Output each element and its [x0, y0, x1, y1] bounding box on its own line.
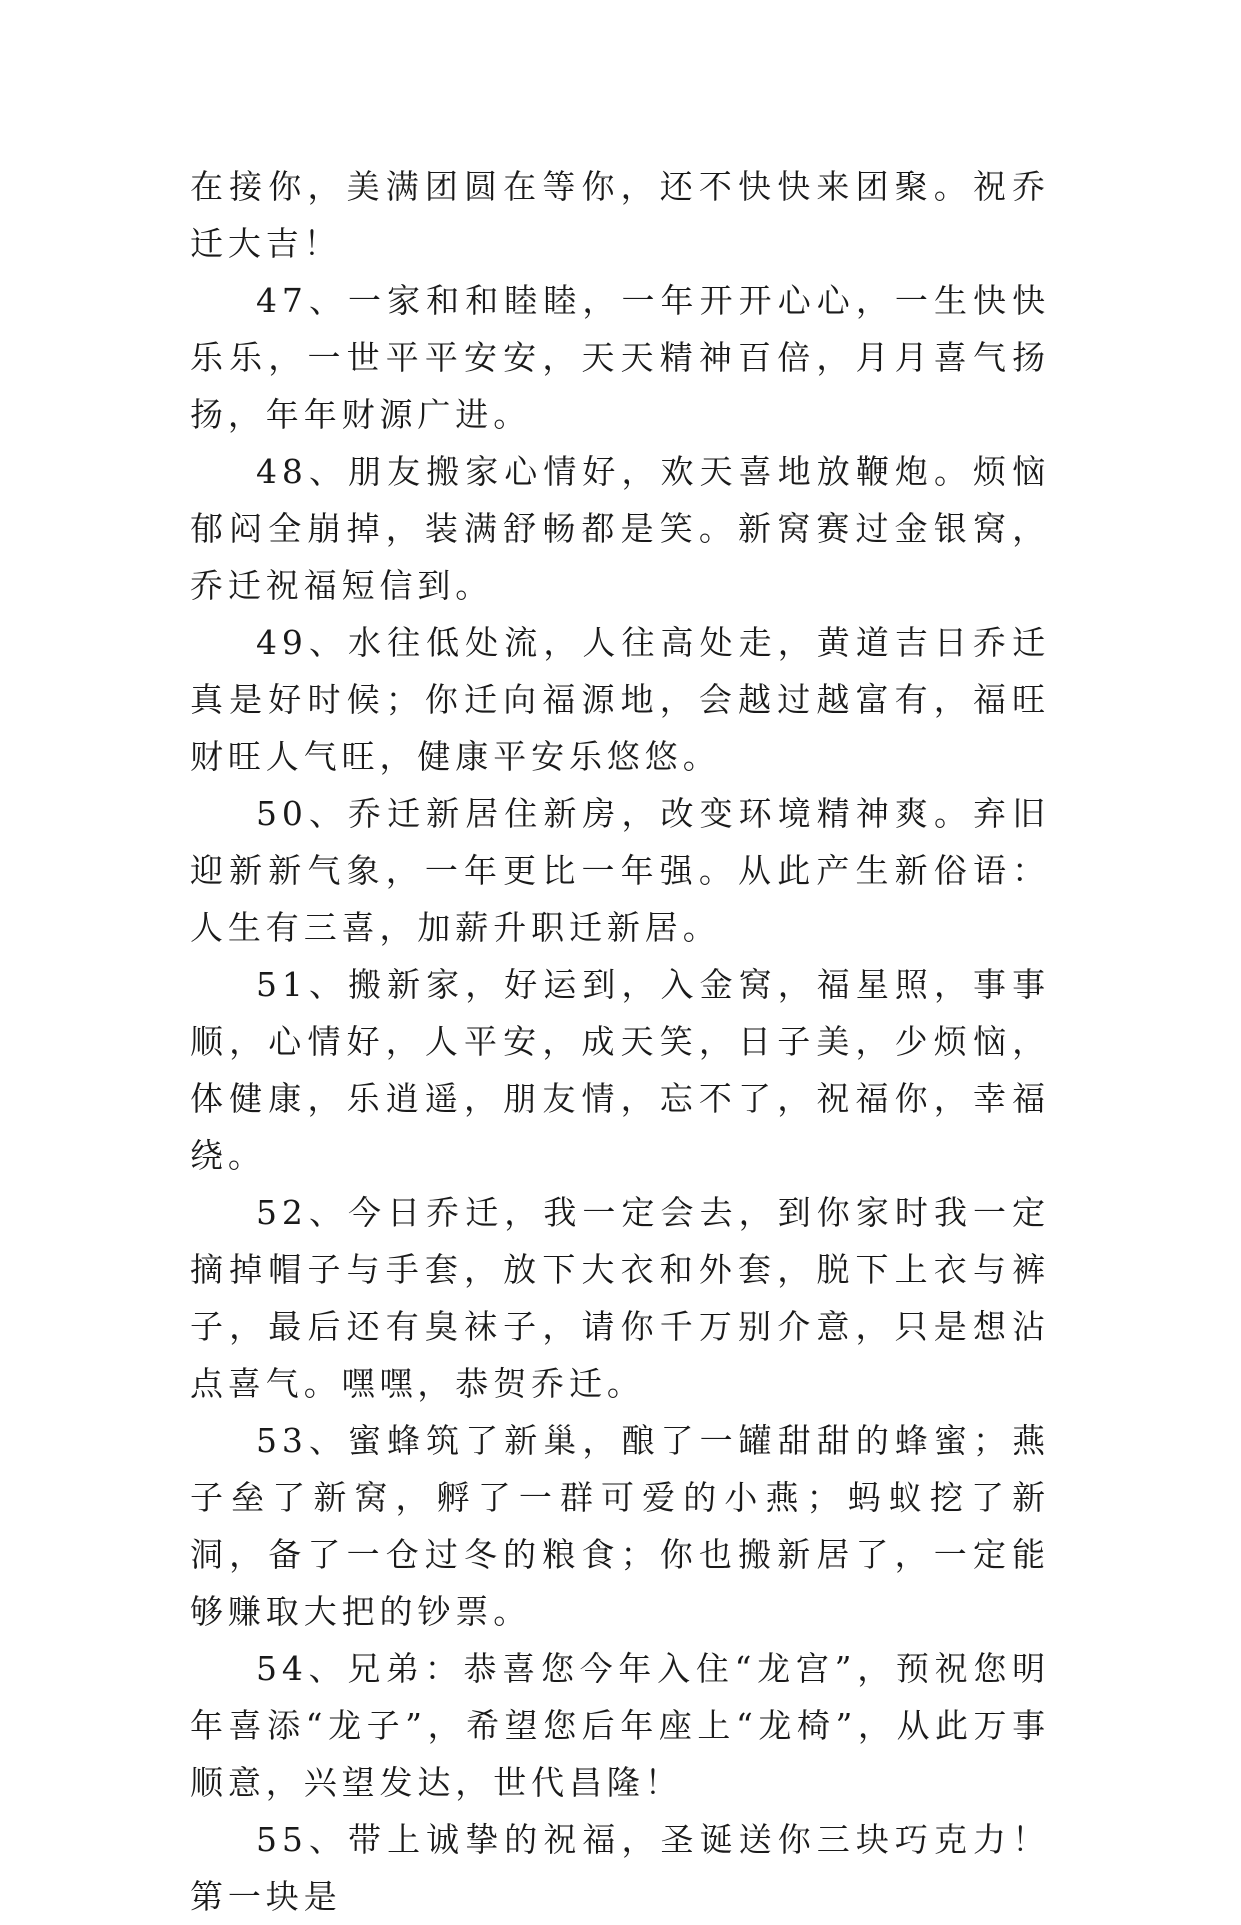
- paragraph-50: 50、乔迁新居住新房，改变环境精神爽。弃旧迎新新气象，一年更比一年强。从此产生新俗语：人生有三喜，加薪升职迁新居。: [190, 794, 1050, 947]
- paragraph-52: 52、今日乔迁，我一定会去，到你家时我一定摘掉帽子与手套，放下大衣和外套，脱下上衣与裤子，最后还有臭袜子，请你千万别介意，只是想沾点喜气。嘿嘿，恭贺乔迁。: [190, 1193, 1050, 1403]
- paragraph-53: 53、蜜蜂筑了新巢，酿了一罐甜甜的蜂蜜；燕子垒了新窝，孵了一群可爱的小燕；蚂蚁挖了新洞，备了一仓过冬的粮食；你也搬新居了，一定能够赚取大把的钞票。: [190, 1421, 1050, 1631]
- paragraph-47: 47、一家和和睦睦，一年开开心心，一生快快乐乐，一世平平安安，天天精神百倍，月月喜气扬扬，年年财源广进。: [190, 281, 1050, 434]
- paragraph-48: 48、朋友搬家心情好，欢天喜地放鞭炮。烦恼郁闷全崩掉，装满舒畅都是笑。新窝赛过金银窝，乔迁祝福短信到。: [190, 452, 1050, 605]
- paragraph-51: 51、搬新家，好运到，入金窝，福星照，事事顺，心情好，人平安，成天笑，日子美，少烦恼，体健康，乐逍遥，朋友情，忘不了，祝福你，幸福绕。: [190, 965, 1050, 1175]
- paragraph-continuation: 在接你，美满团圆在等你，还不快快来团聚。祝乔迁大吉！: [190, 167, 1050, 263]
- paragraph-49: 49、水往低处流，人往高处走，黄道吉日乔迁真是好时候；你迁向福源地，会越过越富有，福旺财旺人气旺，健康平安乐悠悠。: [190, 623, 1050, 776]
- document-body: [190, 158, 1050, 1925]
- paragraph-55: 55、带上诚挚的祝福，圣诞送你三块巧克力！第一块是: [190, 1820, 1050, 1916]
- paragraph-54: 54、兄弟：恭喜您今年入住“龙宫”，预祝您明年喜添“龙子”，希望您后年座上“龙椅”，从此万事顺意，兴望发达，世代昌隆！: [190, 1649, 1050, 1802]
